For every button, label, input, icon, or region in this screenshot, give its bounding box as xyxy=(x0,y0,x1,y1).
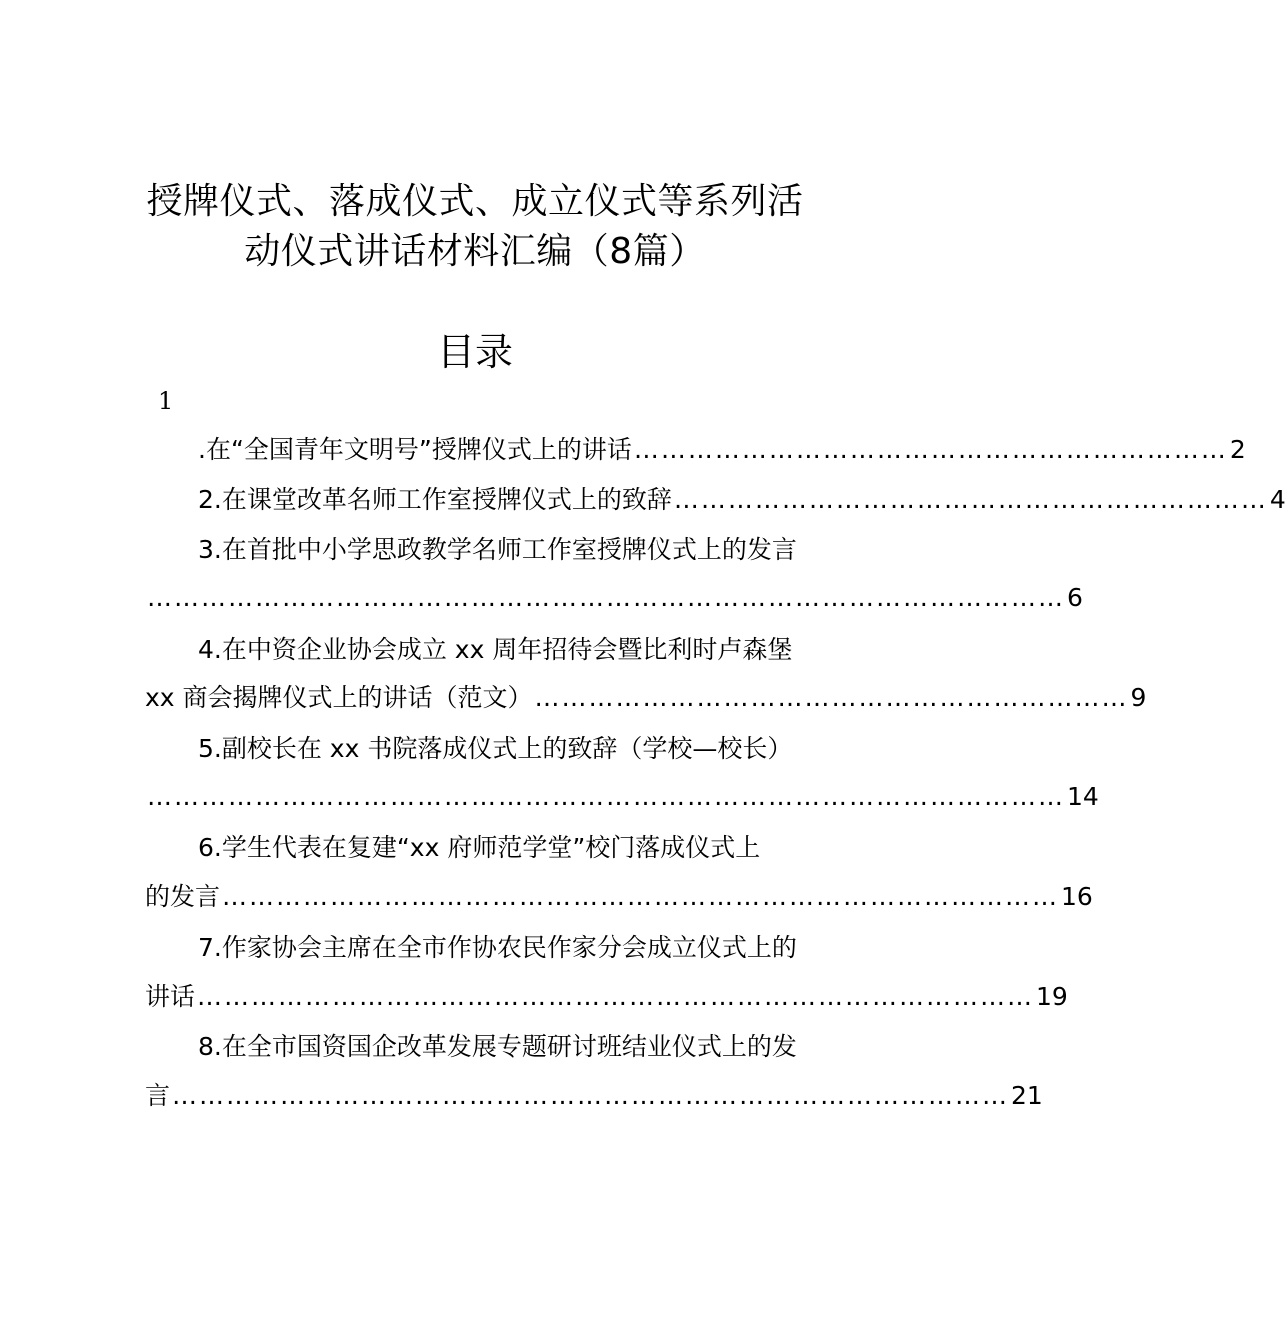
list-marker: 1 xyxy=(158,387,174,415)
toc-entry-title: 5.副校长在 xx 书院落成仪式上的致辞（学校—校长） xyxy=(198,734,793,763)
toc-page-number: 21 xyxy=(1011,1081,1043,1110)
toc-entry-5[interactable] xyxy=(198,729,806,769)
toc-entry-7-continuation[interactable] xyxy=(145,977,1068,1017)
toc-entry-2[interactable] xyxy=(198,480,1286,520)
toc-entry-title-continuation: xx 商会揭牌仪式上的讲话（范文） xyxy=(145,683,533,712)
toc-leader-dots: ………………………………………………………………………………………… xyxy=(147,583,1065,612)
toc-entry-title-continuation: 言 xyxy=(145,1081,171,1110)
toc-entry-6-continuation[interactable] xyxy=(145,877,1093,917)
toc-entry-title-continuation: 的发言 xyxy=(145,882,221,911)
toc-leader-dots: ………………………………………………………………………………… xyxy=(172,1081,1010,1110)
document-title-line-2: 动仪式讲话材料汇编（8篇） xyxy=(244,231,706,272)
toc-entry-title: .在“全国青年文明号”授牌仪式上的讲话 xyxy=(198,435,632,464)
toc-page-number: 16 xyxy=(1061,882,1093,911)
toc-entry-3[interactable] xyxy=(198,530,806,570)
toc-leader-dots: ………………………………………………………………………………… xyxy=(197,982,1035,1011)
toc-entry-title: 6.学生代表在复建“xx 府师范学堂”校门落成仪式上 xyxy=(198,833,761,862)
toc-entry-1[interactable] xyxy=(198,430,1246,470)
toc-entry-title-continuation: 讲话 xyxy=(145,982,196,1011)
toc-entry-8[interactable] xyxy=(198,1027,806,1067)
toc-leader-dots: ………………………………………………………… xyxy=(673,485,1268,514)
toc-leader-dots: ………………………………………………………………………………… xyxy=(222,882,1060,911)
toc-entry-title: 7.作家协会主席在全市作协农民作家分会成立仪式上的 xyxy=(198,933,797,962)
toc-page-number: 19 xyxy=(1036,982,1068,1011)
toc-entry-title: 2.在课堂改革名师工作室授牌仪式上的致辞 xyxy=(198,485,672,514)
toc-page-number: 9 xyxy=(1130,683,1147,712)
toc-leader-dots: ………………………………………………………………………………………… xyxy=(147,782,1065,811)
toc-entry-6[interactable] xyxy=(198,828,806,868)
toc-heading: 目录 xyxy=(436,330,513,374)
toc-entry-4-continuation[interactable] xyxy=(145,678,1147,718)
toc-entry-7[interactable] xyxy=(198,928,806,968)
toc-entry-title: 8.在全市国资国企改革发展专题研讨班结业仪式上的发 xyxy=(198,1032,797,1061)
toc-page-number: 6 xyxy=(1067,583,1083,612)
toc-page-number: 4 xyxy=(1269,485,1286,514)
toc-entry-title: 4.在中资企业协会成立 xx 周年招待会暨比利时卢森堡 xyxy=(198,635,793,664)
toc-entry-8-continuation[interactable] xyxy=(145,1076,1043,1116)
toc-leader-dots: ………………………………………………………… xyxy=(633,435,1228,464)
toc-entry-title: 3.在首批中小学思政教学名师工作室授牌仪式上的发言 xyxy=(198,535,797,564)
toc-entry-5-leader[interactable] xyxy=(145,777,1099,817)
toc-entry-3-leader[interactable] xyxy=(145,578,1083,618)
toc-page-number: 2 xyxy=(1229,435,1246,464)
toc-entry-4[interactable] xyxy=(198,630,806,670)
toc-leader-dots: ………………………………………………………… xyxy=(534,683,1129,712)
document-title-line-1: 授牌仪式、落成仪式、成立仪式等系列活 xyxy=(146,181,804,222)
toc-page-number: 14 xyxy=(1067,782,1099,811)
